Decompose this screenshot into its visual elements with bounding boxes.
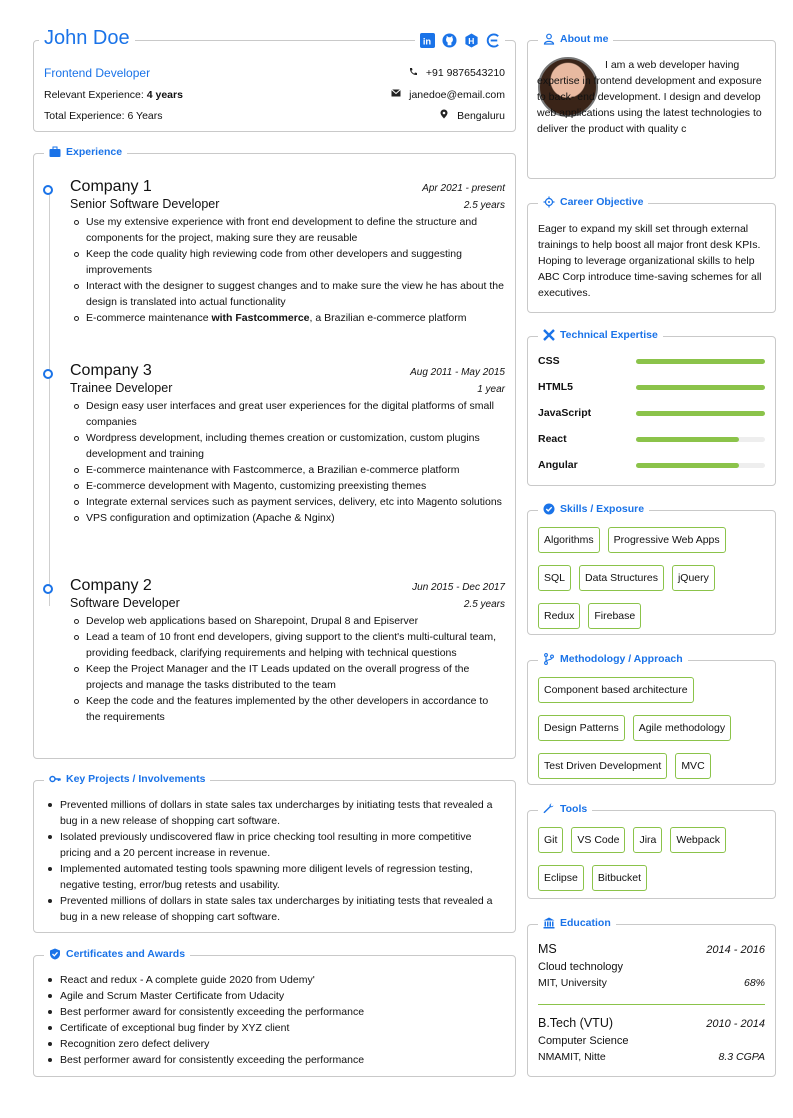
field-of-study: Cloud technology (538, 961, 624, 973)
grade: 8.3 CGPA (718, 1051, 765, 1063)
experience-section (33, 146, 516, 759)
list-item: Recognition zero defect delivery (44, 1036, 505, 1052)
technical-section (527, 329, 776, 486)
timeline-dot (43, 185, 53, 195)
list-item: Isolated previously undiscovered flaw in price checking tool resulting in more competitive pricing and a 20 percent increase in revenue. (44, 829, 505, 861)
list-item: Best performer award for consistently exceeding the performance (44, 1004, 505, 1020)
company-name: Company 2 (70, 577, 152, 594)
about-text: I am a web developer having expertise in frontend development and exposure to back- end development. I design and develop web applications using the latest technologies to deliver the product with quality c (537, 59, 762, 135)
tools-heading (538, 803, 592, 815)
branch-icon (543, 653, 555, 665)
relevant-experience (44, 89, 183, 101)
skill-row (538, 355, 765, 367)
location (439, 109, 505, 122)
tools-section (527, 803, 776, 899)
skill-tag: jQuery (672, 565, 715, 591)
shield-check-icon (49, 948, 61, 960)
skill-tag: Data Structures (579, 565, 664, 591)
methodology-tag: Component based architecture (538, 677, 694, 703)
education-section (527, 917, 776, 1077)
phone-number: +91 9876543210 (425, 67, 505, 79)
timeline-line (49, 186, 50, 606)
svg-text:in: in (422, 36, 431, 47)
skill-level-bar (636, 359, 765, 364)
about-title: About me (560, 33, 609, 45)
profile-header (33, 27, 516, 132)
skill-tag: Progressive Web Apps (608, 527, 726, 553)
bullet-bold-text: with Fastcommerce (211, 312, 310, 324)
skill-row (538, 407, 765, 419)
list-item: E-commerce maintenance with Fastcommerce, a Brazilian e-commerce platform (70, 462, 505, 478)
company-name: Company 3 (70, 362, 152, 379)
methodology-tag: Test Driven Development (538, 753, 667, 779)
skill-tag: SQL (538, 565, 571, 591)
objective-text: Eager to expand my skill set through external trainings to help boost all major front desk KPIs. Hoping to leverage organizational skills to help ABC Corp introduce time-saving schemes for all executives. (538, 223, 762, 299)
list-item: Certificate of exceptional bug finder by XYZ client (44, 1020, 505, 1036)
degree: B.Tech (VTU) (538, 1016, 614, 1030)
relevant-experience-label: Relevant Experience: (44, 88, 144, 101)
tools-title: Tools (560, 803, 588, 815)
tool-tag: Git (538, 827, 563, 853)
company-entry (70, 577, 505, 725)
company-role: Senior Software Developer (70, 197, 220, 211)
list-item: Interact with the designer to suggest changes and to make sure the view he has about the design is translated into actual functionality (70, 278, 505, 310)
school-name: NMAMIT, Nitte (538, 1051, 606, 1063)
skill-level-bar (636, 437, 765, 442)
skill-level-bar (636, 385, 765, 390)
skill-level-bar (636, 411, 765, 416)
company-role: Software Developer (70, 596, 180, 610)
map-pin-icon (439, 109, 449, 122)
responsibility-list (70, 398, 505, 526)
list-item: Keep the Project Manager and the IT Leads updated on the overall progress of the projects and manage the tasks distributed to the team (70, 661, 505, 693)
company-duration: 2.5 years (463, 599, 505, 610)
skill-row (538, 433, 765, 445)
methodology-heading (538, 653, 688, 665)
experience-heading (44, 146, 127, 158)
projects-heading (44, 773, 210, 785)
projects-list (44, 797, 505, 925)
company-dates: Apr 2021 - present (422, 183, 505, 194)
social-links (415, 32, 505, 48)
tool-tag: Bitbucket (592, 865, 647, 891)
mail-icon (391, 88, 401, 101)
company-entry (70, 178, 505, 326)
education-years: 2014 - 2016 (706, 944, 765, 956)
skill-name: HTML5 (538, 381, 573, 393)
school-name: MIT, University (538, 977, 607, 989)
list-item: VPS configuration and optimization (Apache & Nginx) (70, 510, 505, 526)
list-item: Use my extensive experience with front end development to define the structure and components for the project, making sure they are reusable (70, 214, 505, 246)
projects-section (33, 773, 516, 933)
education-heading (538, 917, 616, 929)
tools-tags (538, 827, 765, 891)
company-entry (70, 362, 505, 526)
list-item: Agile and Scrum Master Certificate from Udacity (44, 988, 505, 1004)
list-item: Keep the code and the features implemented by the other developers in accordance to the requirements (70, 693, 505, 725)
skill-tag: Firebase (588, 603, 641, 629)
company-duration: 1 year (477, 384, 505, 395)
list-item: Prevented millions of dollars in state sales tax undercharges by initiating tests that revealed a bug in a new release of shopping cart software. (44, 893, 505, 925)
bullet-text: , a Brazilian e-commerce platform (309, 312, 467, 324)
user-icon (543, 33, 555, 45)
skill-name: CSS (538, 355, 560, 367)
methodology-tags (538, 677, 745, 779)
github-icon[interactable] (441, 32, 457, 48)
tool-tag: Eclipse (538, 865, 584, 891)
bullet-text: E-commerce maintenance (86, 312, 212, 324)
certificates-list (44, 972, 505, 1068)
technical-heading (538, 329, 663, 341)
tool-tag: Webpack (670, 827, 726, 853)
methodology-title: Methodology / Approach (560, 653, 683, 665)
methodology-section (527, 653, 776, 785)
experience-title: Experience (66, 146, 123, 158)
skill-name: Angular (538, 459, 578, 471)
field-of-study: Computer Science (538, 1035, 629, 1047)
skill-level-fill (636, 437, 739, 442)
methodology-tag: Agile methodology (633, 715, 731, 741)
education-title: Education (560, 917, 611, 929)
objective-section (527, 196, 776, 313)
company-name: Company 1 (70, 178, 152, 195)
key-icon (49, 773, 61, 785)
hackerrank-icon[interactable] (463, 32, 479, 48)
phone-icon (408, 67, 418, 80)
list-item: Integrate external services such as payment services, delivery, etc into Magento solutions (70, 494, 505, 510)
tool-tag: VS Code (571, 827, 625, 853)
company-role: Trainee Developer (70, 381, 173, 395)
institution-icon (543, 917, 555, 929)
list-item: Wordpress development, including themes creation or customization, custom plugins development and training (70, 430, 505, 462)
list-item: React and redux - A complete guide 2020 from Udemy' (44, 972, 505, 988)
cross-arrows-icon (543, 329, 555, 341)
methodology-tag: Design Patterns (538, 715, 625, 741)
objective-heading (538, 196, 648, 208)
tool-tag: Jira (633, 827, 662, 853)
full-name: John Doe (39, 27, 135, 50)
email-contact[interactable] (391, 88, 505, 101)
methodology-tag: MVC (675, 753, 710, 779)
timeline-dot (43, 369, 53, 379)
certificates-section (33, 948, 516, 1077)
education-entry (538, 1016, 765, 1063)
projects-title: Key Projects / Involvements (66, 773, 206, 785)
responsibility-list (70, 214, 505, 326)
list-item: Prevented millions of dollars in state sales tax undercharges by initiating tests that revealed a bug in a new release of shopping cart software. (44, 797, 505, 829)
timeline-dot (43, 584, 53, 594)
total-experience: Total Experience: 6 Years (44, 109, 163, 122)
list-item: Best performer award for consistently exceeding the performance (44, 1052, 505, 1068)
company-dates: Aug 2011 - May 2015 (410, 367, 505, 378)
skill-row (538, 381, 765, 393)
svg-text:H: H (467, 35, 474, 46)
company-dates: Jun 2015 - Dec 2017 (412, 582, 505, 593)
target-icon (543, 196, 555, 208)
briefcase-icon (49, 146, 61, 158)
list-item (70, 310, 505, 326)
job-title: Frontend Developer (44, 66, 151, 80)
skill-tag: Redux (538, 603, 580, 629)
list-item: Lead a team of 10 front end developers, giving support to the client's multi-cultural team, providing feedback, clarifying requirements and helping with technical questions (70, 629, 505, 661)
skills-tags (538, 527, 745, 629)
list-item: Design easy user interfaces and great user experiences for the digital platforms of small companies (70, 398, 505, 430)
skill-level-fill (636, 359, 765, 364)
certificates-heading (44, 948, 190, 960)
skill-tag: Algorithms (538, 527, 600, 553)
skill-level-fill (636, 385, 765, 390)
responsibility-list (70, 613, 505, 725)
list-item: Implemented automated testing tools spawning more diligent levels of regression testing, negative testing, error/bug retests and usability. (44, 861, 505, 893)
grade: 68% (743, 977, 765, 989)
wrench-icon (543, 803, 555, 815)
about-section (527, 33, 776, 179)
technical-title: Technical Expertise (560, 329, 658, 341)
codechef-icon[interactable] (485, 32, 501, 48)
education-divider (538, 1004, 765, 1005)
skill-level-fill (636, 463, 739, 468)
skill-name: JavaScript (538, 407, 592, 419)
skill-level-fill (636, 411, 765, 416)
phone-contact[interactable] (408, 67, 505, 80)
check-badge-icon (543, 503, 555, 515)
relevant-experience-value: 4 years (146, 88, 183, 101)
skills-heading (538, 503, 649, 515)
skill-row (538, 459, 765, 471)
list-item: Keep the code quality high reviewing code from other developers and suggesting improvements (70, 246, 505, 278)
certificates-title: Certificates and Awards (66, 948, 186, 960)
objective-title: Career Objective (560, 196, 644, 208)
education-years: 2010 - 2014 (706, 1018, 765, 1030)
skills-section (527, 503, 776, 635)
degree: MS (538, 942, 557, 956)
list-item: Develop web applications based on Sharepoint, Drupal 8 and Episerver (70, 613, 505, 629)
list-item: E-commerce development with Magento, customizing preexisting themes (70, 478, 505, 494)
education-entry (538, 942, 765, 989)
location-text: Bengaluru (457, 109, 505, 122)
linkedin-icon[interactable] (419, 32, 435, 48)
company-duration: 2.5 years (463, 200, 505, 211)
about-heading (538, 33, 613, 45)
skills-title: Skills / Exposure (560, 503, 645, 515)
email-address: janedoe@email.com (409, 88, 505, 101)
skill-name: React (538, 433, 567, 445)
skill-level-bar (636, 463, 765, 468)
